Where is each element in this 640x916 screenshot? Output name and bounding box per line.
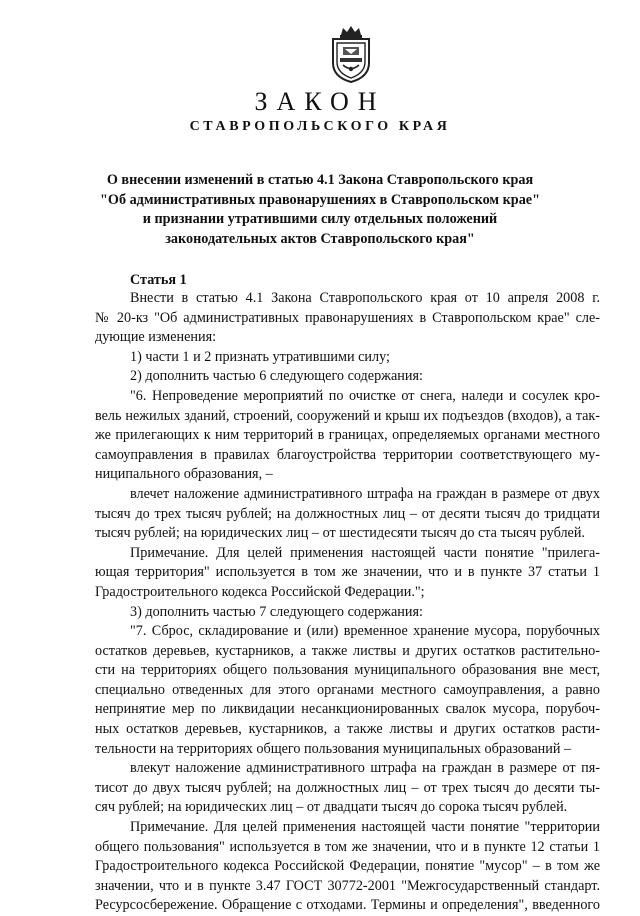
- body-line: "7. Сброс, складирование и (или) временное хранение мусора, порубочных: [130, 623, 600, 640]
- body-line: тысяч до трех тысяч рублей; на должностных лиц – от десяти тысяч до тридцати: [95, 505, 600, 522]
- body-line: самоуправления в правилах благоустройства территории соответствующего му-: [95, 446, 600, 463]
- document-title: [0, 171, 640, 250]
- body-line: Ресурсосбережение. Обращение с отходами. Термины и определения", введенного: [95, 897, 600, 914]
- body-line: 2) дополнить частью 6 следующего содержания:: [130, 368, 423, 385]
- body-line: сяч рублей; на юридических лиц – от двадцати тысяч до сорока тысяч рублей.: [95, 799, 568, 816]
- body-line: же прилегающих к ним территорий в границах, определяемых органами местного: [95, 427, 600, 444]
- body-line: 3) дополнить частью 7 следующего содержания:: [130, 603, 423, 620]
- body-line: влечет наложение административного штрафа на граждан в размере от двух: [130, 485, 600, 502]
- body-line: 1) части 1 и 2 признать утратившими силу;: [130, 348, 390, 365]
- document-type: ЗАКОН: [254, 87, 386, 116]
- title-line: "Об административных правонарушениях в Ставропольском крае": [100, 191, 540, 208]
- body-line: тисот до двух тысяч рублей; на должностных лиц – от трех тысяч до десяти ты-: [95, 779, 600, 796]
- body-line: тысяч рублей; на юридических лиц – от шестидесяти тысяч до ста тысяч рублей.: [95, 525, 585, 542]
- body-line: значении, что и в пункте 3.47 ГОСТ 30772-2001 "Межгосударственный стандарт.: [95, 877, 600, 894]
- title-line: О внесении изменений в статью 4.1 Закона Ставропольского края: [106, 172, 534, 188]
- body-line: непринятие мер по ликвидации несанкционированных свалок мусора, порубоч-: [95, 701, 600, 718]
- coat-of-arms-icon: [329, 25, 373, 83]
- article-heading: Статья 1: [130, 272, 187, 288]
- body-line: дующие изменения:: [95, 329, 217, 346]
- body-line: остатков деревьев, кустарников, а также листвы и других остатков растительно-: [95, 642, 600, 659]
- body-line: Градостроительного кодекса Российской Федерации, понятие "мусор" – в том же: [95, 858, 600, 875]
- title-line: и признании утратившими силу отдельных положений: [142, 211, 498, 228]
- body-line: вель нежилых зданий, строений, сооружений и крыш их подъездов (входов), а так-: [95, 407, 600, 424]
- article-body: [95, 289, 600, 916]
- body-line: ниципального образования, –: [95, 466, 273, 483]
- body-line: тельности на территориях общего пользования муниципальных образований –: [95, 740, 572, 757]
- body-line: "6. Непроведение мероприятий по очистке от снега, наледи и сосулек кро-: [130, 387, 600, 404]
- body-line: сти на территориях общего пользования муниципального образования вне мест,: [95, 662, 600, 679]
- body-line: Примечание. Для целей применения настоящей части понятие "прилега-: [130, 544, 600, 561]
- title-line: законодательных актов Ставропольского края": [165, 231, 475, 248]
- body-line: Градостроительного кодекса Российской Федерации.";: [95, 583, 425, 600]
- body-line: ющая территория" используется в том же значении, что и в пункте 37 статьи 1: [95, 564, 600, 581]
- body-line: ных остатков деревьев, кустарников, а также листвы и других остатков расти-: [95, 721, 600, 738]
- body-line: № 20-кз "Об административных правонарушениях в Ставропольском крае" сле-: [95, 309, 600, 326]
- body-line: специально отведенных для этого органами местного самоуправления, а равно: [95, 681, 600, 698]
- body-line: Примечание. Для целей применения настоящей части понятие "территории: [130, 819, 600, 836]
- body-line: общего пользования" используется в том же значении, что и в пункте 12 статьи 1: [95, 838, 600, 855]
- document-region: СТАВРОПОЛЬСКОГО КРАЯ: [189, 119, 451, 134]
- body-line: Внести в статью 4.1 Закона Ставропольского края от 10 апреля 2008 г.: [130, 290, 600, 306]
- body-line: влекут наложение административного штрафа на граждан в размере от пя-: [130, 760, 600, 777]
